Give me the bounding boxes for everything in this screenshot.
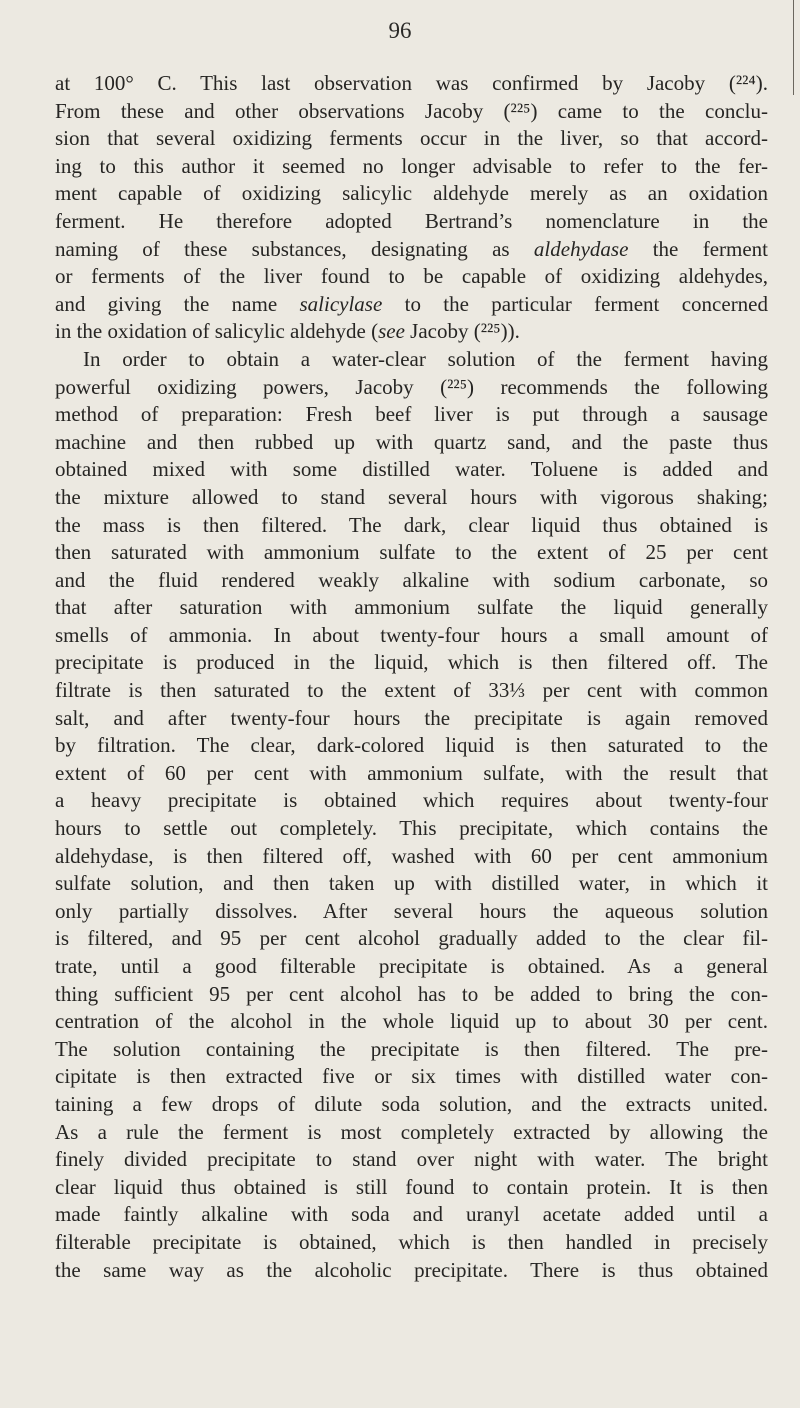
- italic-term: see: [378, 319, 405, 344]
- text-line: cipitate is then extracted five or six times with distilled water con-: [55, 1064, 768, 1089]
- text-line: obtained mixed with some distilled water. Toluene is added and: [55, 457, 768, 482]
- italic-term: salicylase: [299, 291, 383, 316]
- text-line: naming of these substances, designating as aldehydase the ferment: [55, 236, 768, 261]
- text-line: taining a few drops of dilute soda solution, and the extracts united.: [55, 1091, 768, 1116]
- scan-edge-mark: [793, 0, 794, 95]
- text-line: In order to obtain a water-clear solution of the ferment having: [83, 346, 768, 371]
- text-line: machine and then rubbed up with quartz sand, and the paste thus: [55, 429, 768, 454]
- text-line: at 100° C. This last observation was confirmed by Jacoby (²²⁴).: [55, 71, 768, 95]
- text-line: ing to this author it seemed no longer advisable to refer to the fer-: [55, 153, 768, 178]
- text-line: hours to settle out completely. This precipitate, which contains the: [55, 816, 768, 841]
- text-line: by filtration. The clear, dark-colored liquid is then saturated to the: [55, 733, 768, 758]
- text-line: made faintly alkaline with soda and uranyl acetate added until a: [55, 1202, 768, 1227]
- text-line: the mixture allowed to stand several hours with vigorous shaking;: [55, 484, 768, 509]
- page-number: 96: [388, 18, 412, 43]
- text-line: and the fluid rendered weakly alkaline with sodium carbonate, so: [55, 567, 768, 592]
- text-line: sulfate solution, and then taken up with distilled water, in which it: [55, 871, 768, 896]
- text-line: only partially dissolves. After several hours the aqueous solution: [55, 898, 768, 923]
- text-line: precipitate is produced in the liquid, which is then filtered off. The: [55, 650, 768, 675]
- text-line: ferment. He therefore adopted Bertrand’s nomenclature in the: [55, 208, 768, 233]
- text-line: then saturated with ammonium sulfate to the extent of 25 per cent: [55, 540, 768, 565]
- text-line: is filtered, and 95 per cent alcohol gradually added to the clear fil-: [55, 926, 768, 951]
- text-line: From these and other observations Jacoby (²²⁵) came to the conclu-: [55, 98, 768, 123]
- text-line: The solution containing the precipitate is then filtered. The pre-: [55, 1036, 768, 1061]
- text-line: ment capable of oxidizing salicylic aldehyde merely as an oxidation: [55, 181, 768, 206]
- text-line: in the oxidation of salicylic aldehyde (see Jacoby (²²⁵)).: [55, 319, 520, 344]
- text-line: As a rule the ferment is most completely extracted by allowing the: [55, 1119, 768, 1144]
- text-line: the same way as the alcoholic precipitate. There is thus obtained: [55, 1257, 768, 1282]
- text-line: the mass is then filtered. The dark, clear liquid thus obtained is: [55, 512, 768, 537]
- text-line: salt, and after twenty-four hours the precipitate is again removed: [55, 705, 768, 730]
- text-line: clear liquid thus obtained is still found to contain protein. It is then: [55, 1174, 768, 1199]
- text-line: that after saturation with ammonium sulfate the liquid generally: [55, 595, 768, 620]
- text-line: powerful oxidizing powers, Jacoby (²²⁵) recommends the following: [55, 374, 768, 399]
- text-line: filterable precipitate is obtained, which is then handled in precisely: [55, 1229, 768, 1254]
- text-line: method of preparation: Fresh beef liver is put through a sausage: [55, 402, 768, 427]
- body-text: [55, 70, 768, 1284]
- text-line: a heavy precipitate is obtained which requires about twenty-four: [55, 788, 768, 813]
- text-line: filtrate is then saturated to the extent of 33⅓ per cent with common: [55, 678, 768, 703]
- text-line: and giving the name salicylase to the particular ferment concerned: [55, 291, 768, 316]
- text-line: centration of the alcohol in the whole liquid up to about 30 per cent.: [55, 1009, 768, 1034]
- italic-term: aldehydase: [533, 236, 629, 261]
- text-line: thing sufficient 95 per cent alcohol has to be added to bring the con-: [55, 981, 768, 1006]
- text-line: smells of ammonia. In about twenty-four hours a small amount of: [55, 622, 768, 647]
- text-line: sion that several oxidizing ferments occur in the liver, so that accord-: [55, 126, 768, 151]
- text-line: extent of 60 per cent with ammonium sulfate, with the result that: [55, 760, 768, 785]
- text-line: aldehydase, is then filtered off, washed with 60 per cent ammonium: [55, 843, 768, 868]
- text-line: finely divided precipitate to stand over night with water. The bright: [55, 1147, 768, 1172]
- text-line: trate, until a good filterable precipitate is obtained. As a general: [55, 954, 768, 978]
- text-line: or ferments of the liver found to be capable of oxidizing aldehydes,: [55, 264, 768, 289]
